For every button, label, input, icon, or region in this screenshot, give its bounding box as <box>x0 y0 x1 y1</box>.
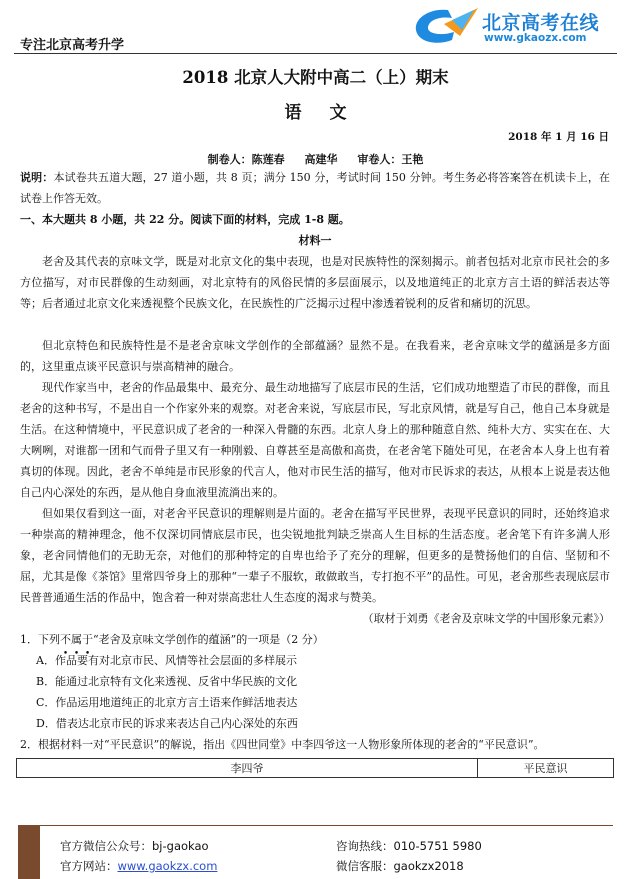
table-cell-character: 李四爷 <box>17 759 478 778</box>
reviewer: 审卷人：王艳 <box>357 153 424 166</box>
logo-icon <box>408 6 482 48</box>
table-row <box>17 759 614 778</box>
footer-wechat: 官方微信公众号：bj-gaokao <box>60 839 209 853</box>
footer-accent <box>18 826 40 879</box>
source-citation: （取材于刘勇《老舍及京味文学的中国形象元素》） <box>362 612 610 625</box>
q1-emph-2: 属 <box>71 633 82 646</box>
exam-subject: 语文 <box>284 103 375 123</box>
logo-title: 北京高考在线 <box>482 12 600 34</box>
question-2: 2．根据材料一对“平民意识”的解说，指出《四世同堂》中李四爷这一人物形象所体现的老舍的“平民意识”。 <box>20 738 545 751</box>
paragraph-1: 老舍及其代表的京味文学，既是对北京文化的集中表现，也是对民族特性的深刻揭示。前者包括对北京市民社会的多方位描写，对市民群像的生动刻画，对北京特有的风俗民情的多层面展示，以及地道纯正的北京方言土语的鲜活表达等等；后者通过北京文化来透视整个民族文化，在民族性的广泛揭示过程中渗透着锐利的反省和痛切的沉思。 <box>20 255 610 310</box>
instructions <box>20 167 610 209</box>
paragraph-3: 现代作家当中，老舍的作品最集中、最充分、最生动地描写了底层市民的生活，它们成功地塑造了市民的群像，而且老舍的这种书写，不是出自一个作家外来的观察。对老舍来说，写底层市民，写北京风情，就是写自己，他自己本身就是生活。在这种情境中，平民意识成了老舍的一种深入骨髓的东西。北京人身上的那种随意自然、纯朴大方、实实在在、大大咧咧，对谁都一团和气而骨子里又有一种刚毅、自尊甚至是高傲和高贵，在老舍笔下随处可见，在老舍本人身上也有着真切的体现。因此，老舍不单纯是市民形象的代言人，他对市民生活的描写，他对市民诉求的表达，从根本上说是表达他自己内心深处的东西，是从他自身血液里流淌出来的。 <box>20 381 610 499</box>
q1-emph-1: 不 <box>60 633 71 646</box>
q1-option-d: D．借表达北京市民的诉求来表达自己内心深处的东西 <box>36 717 298 730</box>
q1-option-a: A．作品要有对北京市民、风情等社会层面的多样展示 <box>36 654 297 667</box>
site-logo[interactable] <box>408 6 618 48</box>
exam-date: 2018 年 1 月 16 日 <box>508 131 609 143</box>
logo-url: www.gkaozx.com <box>484 32 587 44</box>
q1-option-b: B．能通过北京特有文化来透视、反省中华民族的文化 <box>36 675 298 688</box>
q1-prefix: 1．下列 <box>20 633 60 646</box>
question-1 <box>20 629 610 650</box>
paragraph-2: 但北京特色和民族特性是不是老舍京味文学创作的全部蕴涵？显然不是。在我看来，老舍京味文学的蕴涵是多方面的，这里重点谈平民意识与崇高精神的融合。 <box>20 339 610 373</box>
footer-site-link[interactable]: www.gaokzx.com <box>117 859 218 873</box>
material-title: 材料一 <box>298 234 332 247</box>
q1-option-c: C．作品运用地道纯正的北京方言土语来作鲜活地表达 <box>36 696 298 709</box>
note-text: 本试卷共五道大题，27 道小题，共 8 页；满分 150 分，考试时间 150 分钟。考生务必将答案答在机读卡上，在试卷上作答无效。 <box>20 171 611 205</box>
author-line <box>0 151 631 167</box>
author-label: 制卷人：陈莲春 <box>207 153 285 166</box>
author-2: 高建华 <box>304 153 338 166</box>
section-heading: 一、本大题共 8 小题，共 22 分。阅读下面的材料，完成 1-8 题。 <box>20 213 350 226</box>
note-label: 说明： <box>20 171 54 184</box>
footer-divider <box>18 825 613 826</box>
footer-site <box>60 858 217 874</box>
paragraph-4: 但如果仅看到这一面，对老舍平民意识的理解则是片面的。老舍在描写平民世界，表现平民意识的同时，还始终追求一种崇高的精神理念，他不仅深切同情底层市民，也尖锐地批判缺乏崇高人生目标的生活态度。老舍笔下有许多满人形象，老舍同情他们的无助无奈，对他们的那种特定的自卑也给予了充分的理解，但更多的是赞扬他们的自信、坚韧和不屈，尤其是像《茶馆》里常四爷身上的那种“一辈子不服软，敢做敢当，专打抱不平”的品性。可见，老舍那些表现底层市民普普通通生活的作品中，饱含着一种对崇高悲壮人生态度的渴求与赞美。 <box>20 507 610 604</box>
footer-service: 微信客服：gaokzx2018 <box>336 859 464 873</box>
footer-hotline: 咨询热线：010-5751 5980 <box>336 839 482 853</box>
q1-stem: “老舍及京味文学创作的蕴涵”的一项是（2 分） <box>93 633 324 646</box>
q1-emph-3: 于 <box>82 633 93 646</box>
footer-site-label: 官方网站： <box>60 859 118 873</box>
exam-title: 2018 北京人大附中高二（上）期末 <box>182 68 449 87</box>
header-divider <box>14 53 617 54</box>
answer-table <box>16 758 614 778</box>
table-cell-consciousness: 平民意识 <box>478 759 614 778</box>
header-slogan: 专注北京高考升学 <box>20 38 125 53</box>
